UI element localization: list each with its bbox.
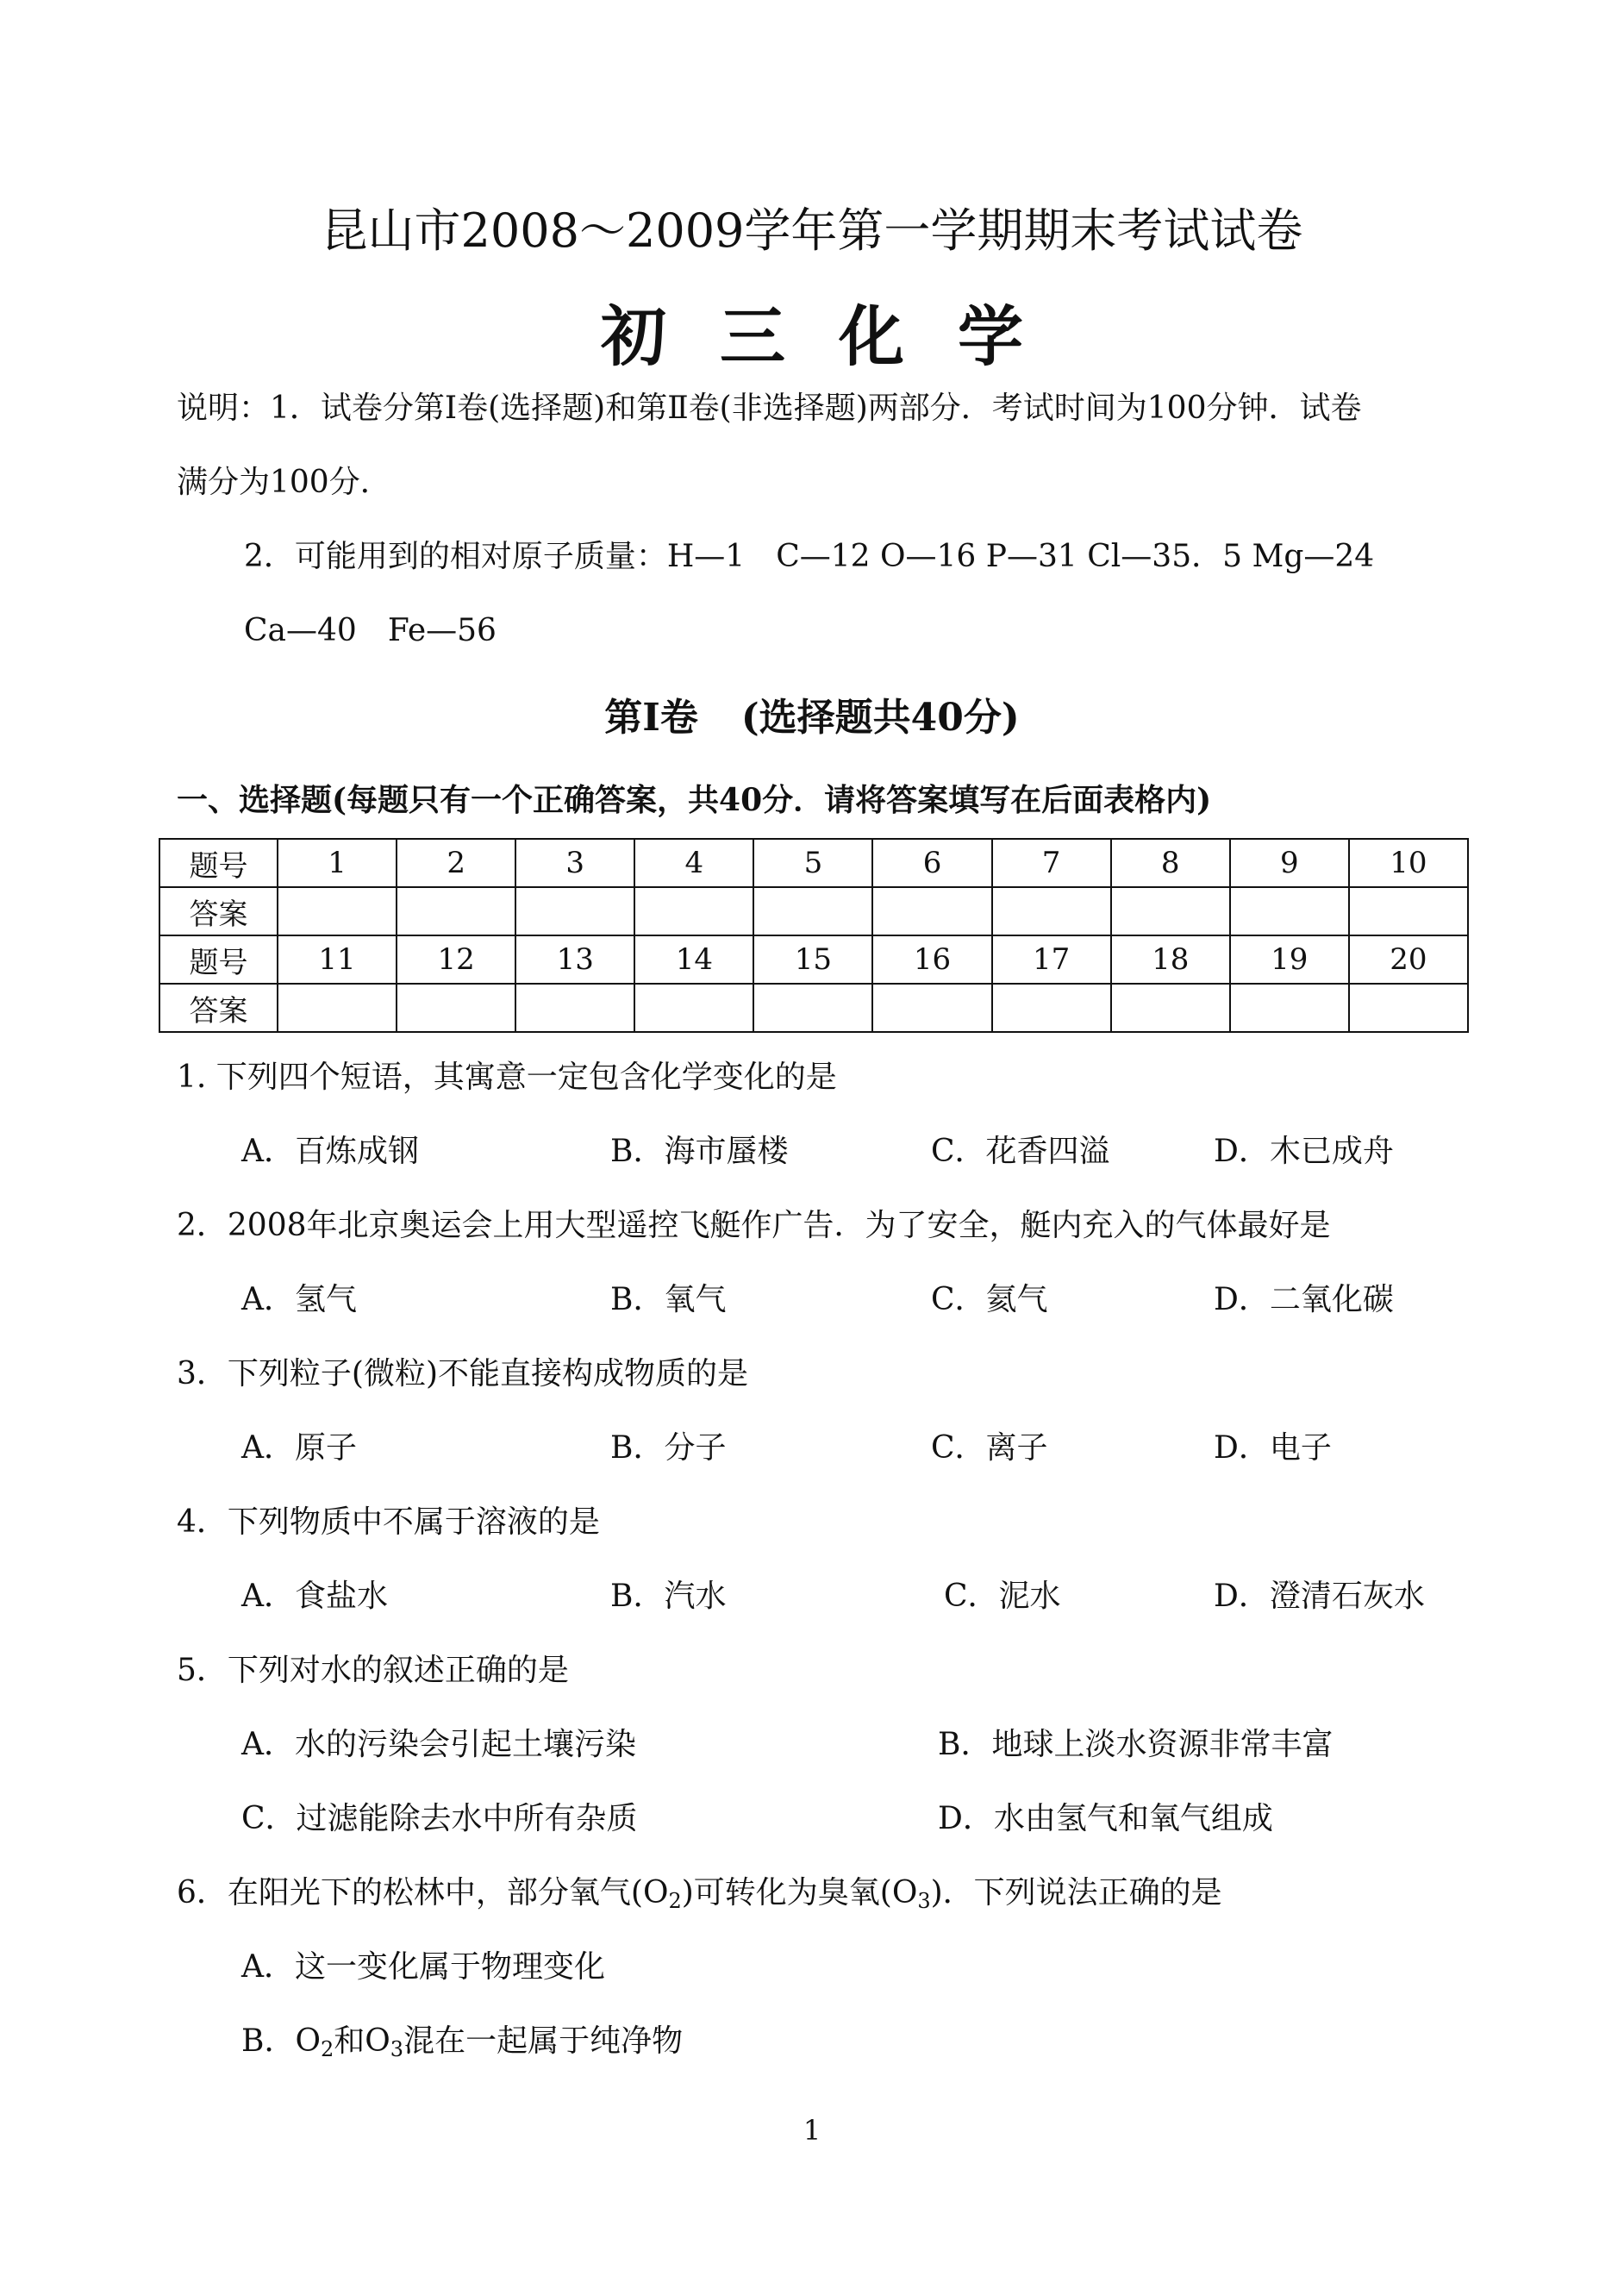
row-label-answer: 答案 [159, 984, 278, 1032]
row-label-number: 题号 [159, 935, 278, 984]
question-number-cell: 15 [753, 935, 872, 984]
question-4-option-b: B．汽水 [610, 1579, 727, 1614]
answer-cell[interactable] [634, 887, 753, 935]
section-title [0, 686, 1624, 741]
answer-cell[interactable] [1111, 984, 1230, 1032]
question-number-cell: 8 [1111, 839, 1230, 887]
question-6-option-b-part: 混在一起属于纯净物 [403, 2023, 684, 2059]
question-2-stem: 2．2008年北京奥运会上用大型遥控飞艇作广告．为了安全，艇内充入的气体最好是 [177, 1208, 1331, 1243]
subscript-3: 3 [390, 2037, 404, 2061]
answer-cell[interactable] [1111, 887, 1230, 935]
section-title-points: (选择题共40分) [740, 696, 1020, 740]
question-4-option-d: D．澄清石灰水 [1214, 1579, 1425, 1614]
question-2-option-a: A．氢气 [241, 1282, 357, 1317]
question-3-stem: 3．下列粒子(微粒)不能直接构成物质的是 [177, 1356, 748, 1391]
answer-cell[interactable] [278, 984, 397, 1032]
exam-title: 昆山市2008～2009学年第一学期期末考试试卷 [321, 203, 1303, 258]
question-1-option-c: C．花香四溢 [931, 1134, 1110, 1169]
table-row-answers-2 [159, 984, 1468, 1032]
answer-cell[interactable] [1349, 984, 1468, 1032]
subject-title: 初三化学 [601, 298, 1077, 375]
answer-cell[interactable] [397, 887, 515, 935]
question-6-stem [177, 1874, 1222, 1912]
question-3-option-c: C．离子 [931, 1430, 1048, 1466]
question-number-cell: 14 [634, 935, 753, 984]
subscript-2: 2 [668, 1889, 682, 1913]
question-number-cell: 9 [1230, 839, 1349, 887]
section-instruction: 一、选择题(每题只有一个正确答案，共40分．请将答案填写在后面表格内) [177, 782, 1212, 818]
note-line-3: 2．可能用到的相对原子质量：H—1 C—12 O—16 P—31 Cl—35．5 Mg—24 [244, 539, 1375, 574]
question-number-cell: 5 [753, 839, 872, 887]
question-6-option-b-part: 和O [334, 2023, 390, 2059]
note-line-2: 满分为100分． [177, 465, 391, 500]
table-row-numbers-2 [159, 935, 1468, 984]
question-number-cell: 6 [872, 839, 991, 887]
answer-cell[interactable] [753, 984, 872, 1032]
question-number-cell: 7 [992, 839, 1111, 887]
question-4-option-a: A．食盐水 [241, 1579, 388, 1614]
question-6-stem-part: )．下列说法正确的是 [930, 1875, 1222, 1910]
question-2-option-d: D．二氧化碳 [1214, 1282, 1394, 1317]
question-2-option-b: B．氧气 [610, 1282, 727, 1317]
question-2-option-c: C．氦气 [931, 1282, 1048, 1317]
page-number: 1 [803, 2114, 821, 2147]
question-number-cell: 10 [1349, 839, 1468, 887]
question-number-cell: 1 [278, 839, 397, 887]
question-5-option-b: B．地球上淡水资源非常丰富 [938, 1727, 1334, 1762]
question-number-cell: 4 [634, 839, 753, 887]
answer-cell[interactable] [634, 984, 753, 1032]
subscript-2: 2 [320, 2037, 334, 2061]
answer-cell[interactable] [1230, 984, 1349, 1032]
answer-cell[interactable] [515, 887, 634, 935]
note-line-1: 说明：1．试卷分第Ⅰ卷(选择题)和第Ⅱ卷(非选择题)两部分．考试时间为100分钟．试卷 [177, 391, 1362, 426]
question-number-cell: 17 [992, 935, 1111, 984]
question-5-option-c: C．过滤能除去水中所有杂质 [241, 1801, 638, 1836]
answer-cell[interactable] [1230, 887, 1349, 935]
answer-cell[interactable] [278, 887, 397, 935]
question-number-cell: 13 [515, 935, 634, 984]
answer-cell[interactable] [992, 887, 1111, 935]
question-number-cell: 2 [397, 839, 515, 887]
answer-cell[interactable] [753, 887, 872, 935]
question-1-option-d: D．木已成舟 [1214, 1134, 1394, 1169]
question-number-cell: 12 [397, 935, 515, 984]
row-label-number: 题号 [159, 839, 278, 887]
question-number-cell: 3 [515, 839, 634, 887]
question-6-option-b-part: B．O [241, 2023, 321, 2059]
question-number-cell: 19 [1230, 935, 1349, 984]
answer-cell[interactable] [872, 887, 991, 935]
row-label-answer: 答案 [159, 887, 278, 935]
question-3-option-b: B．分子 [610, 1430, 727, 1466]
question-number-cell: 18 [1111, 935, 1230, 984]
question-1-option-a: A．百炼成钢 [241, 1134, 419, 1169]
question-6-option-b [241, 2023, 683, 2060]
question-number-cell: 11 [278, 935, 397, 984]
answer-cell[interactable] [992, 984, 1111, 1032]
question-number-cell: 16 [872, 935, 991, 984]
table-row-numbers-1 [159, 839, 1468, 887]
question-number-cell: 20 [1349, 935, 1468, 984]
question-6-option-a: A．这一变化属于物理变化 [241, 1949, 605, 1985]
question-6-stem-part: 6．在阳光下的松林中，部分氧气(O [177, 1875, 669, 1910]
question-5-option-d: D．水由氢气和氧气组成 [938, 1801, 1273, 1836]
answer-cell[interactable] [515, 984, 634, 1032]
subscript-3: 3 [917, 1889, 931, 1913]
table-row-answers-1 [159, 887, 1468, 935]
answer-cell[interactable] [872, 984, 991, 1032]
question-4-option-c: C．泥水 [944, 1579, 1061, 1614]
question-3-option-a: A．原子 [241, 1430, 357, 1466]
answer-cell[interactable] [1349, 887, 1468, 935]
question-1-option-b: B．海市蜃楼 [610, 1134, 789, 1169]
note-line-4: Ca—40 Fe—56 [244, 613, 497, 648]
question-6-stem-part: )可转化为臭氧(O [681, 1875, 918, 1910]
section-title-part: 第Ⅰ卷 [604, 696, 698, 740]
question-5-option-a: A．水的污染会引起土壤污染 [241, 1727, 636, 1762]
question-1-stem: 1. 下列四个短语，其寓意一定包含化学变化的是 [177, 1060, 837, 1095]
question-4-stem: 4．下列物质中不属于溶液的是 [177, 1504, 600, 1540]
question-5-stem: 5．下列对水的叙述正确的是 [177, 1653, 569, 1688]
question-3-option-d: D．电子 [1214, 1430, 1332, 1466]
answer-cell[interactable] [397, 984, 515, 1032]
answer-table [159, 838, 1469, 1033]
